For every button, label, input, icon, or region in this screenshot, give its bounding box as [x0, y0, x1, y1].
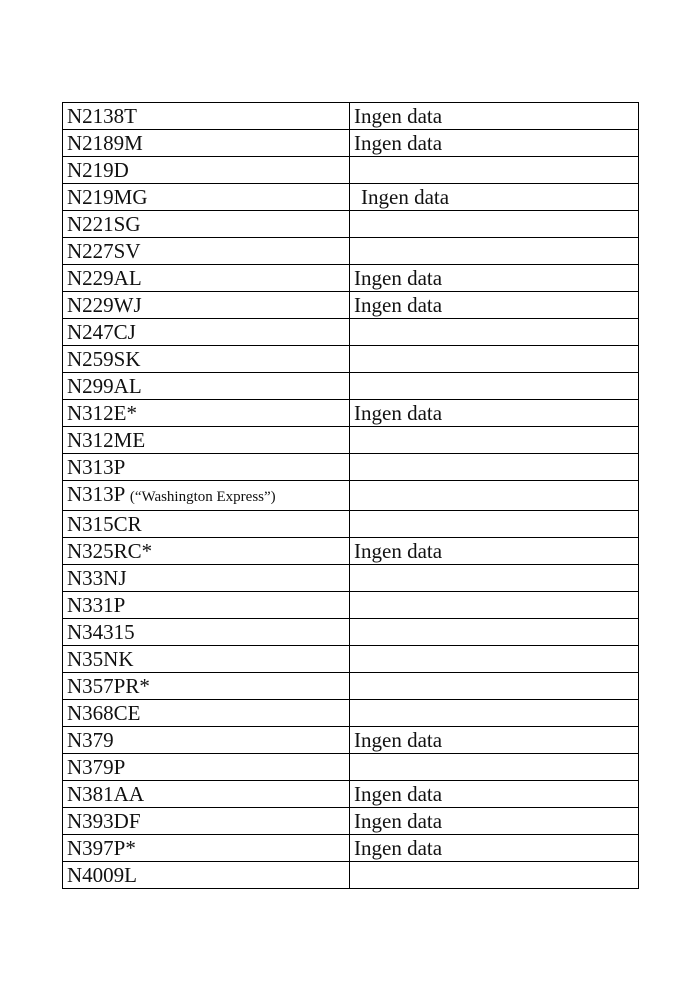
table-row [63, 454, 639, 481]
registration-cell [63, 538, 350, 565]
table-row [63, 565, 639, 592]
status-text: Ingen data [354, 539, 443, 563]
registration-cell [63, 211, 350, 238]
registration-table [62, 102, 639, 889]
table-row [63, 592, 639, 619]
registration-cell [63, 727, 350, 754]
registration-number: N259SK [67, 347, 141, 371]
registration-number: N368CE [67, 701, 141, 725]
registration-cell [63, 835, 350, 862]
registration-cell [63, 673, 350, 700]
registration-number: N331P [67, 593, 126, 617]
table-row [63, 835, 639, 862]
status-cell [350, 400, 639, 427]
registration-cell [63, 265, 350, 292]
status-cell [350, 646, 639, 673]
registration-number: N381AA [67, 782, 144, 806]
registration-number: N313P [67, 455, 126, 479]
status-cell [350, 754, 639, 781]
registration-cell [63, 346, 350, 373]
table-row [63, 157, 639, 184]
registration-cell [63, 319, 350, 346]
table-row [63, 538, 639, 565]
registration-cell [63, 400, 350, 427]
table-row [63, 373, 639, 400]
registration-cell [63, 454, 350, 481]
registration-number: N325RC* [67, 539, 153, 563]
table-row [63, 808, 639, 835]
registration-cell [63, 754, 350, 781]
status-cell [350, 862, 639, 889]
registration-number: N219MG [67, 185, 148, 209]
registration-number: N229WJ [67, 293, 142, 317]
status-cell [350, 538, 639, 565]
status-text: Ingen data [354, 104, 443, 128]
registration-number: N34315 [67, 620, 135, 644]
registration-number: N315CR [67, 512, 142, 536]
table-row [63, 427, 639, 454]
status-cell [350, 481, 639, 511]
table-row [63, 130, 639, 157]
table-row [63, 211, 639, 238]
status-text: Ingen data [354, 728, 443, 752]
status-text: Ingen data [354, 131, 443, 155]
registration-number: N313P [67, 482, 125, 506]
registration-cell [63, 700, 350, 727]
registration-cell [63, 238, 350, 265]
registration-number: N397P* [67, 836, 136, 860]
status-text: Ingen data [354, 266, 443, 290]
status-text: Ingen data [354, 293, 443, 317]
status-cell [350, 184, 639, 211]
table-row [63, 265, 639, 292]
table-row [63, 646, 639, 673]
registration-cell [63, 646, 350, 673]
registration-cell [63, 373, 350, 400]
registration-number: N357PR* [67, 674, 150, 698]
registration-cell [63, 130, 350, 157]
registration-cell [63, 862, 350, 889]
table-row [63, 673, 639, 700]
registration-number: N2138T [67, 104, 137, 128]
status-cell [350, 673, 639, 700]
table-row [63, 184, 639, 211]
registration-number: N312ME [67, 428, 146, 452]
registration-number: N312E* [67, 401, 137, 425]
table-row [63, 700, 639, 727]
registration-note: (“Washington Express”) [129, 489, 276, 505]
status-text: Ingen data [354, 401, 443, 425]
registration-number: N227SV [67, 239, 141, 263]
status-cell [350, 781, 639, 808]
status-cell [350, 265, 639, 292]
status-cell [350, 454, 639, 481]
status-cell [350, 808, 639, 835]
table-row [63, 238, 639, 265]
registration-cell [63, 592, 350, 619]
registration-number: N379P [67, 755, 126, 779]
registration-cell [63, 427, 350, 454]
status-cell [350, 592, 639, 619]
table-row [63, 319, 639, 346]
status-text: Ingen data [354, 836, 443, 860]
status-cell [350, 157, 639, 184]
status-cell [350, 103, 639, 130]
table-row [63, 862, 639, 889]
status-cell [350, 346, 639, 373]
registration-number: N35NK [67, 647, 134, 671]
status-cell [350, 292, 639, 319]
status-cell [350, 835, 639, 862]
status-cell [350, 619, 639, 646]
table-row [63, 292, 639, 319]
status-cell [350, 130, 639, 157]
table-row [63, 346, 639, 373]
registration-cell [63, 619, 350, 646]
registration-number: N299AL [67, 374, 142, 398]
status-cell [350, 511, 639, 538]
status-cell [350, 700, 639, 727]
registration-number: N379 [67, 728, 114, 752]
registration-number: N229AL [67, 266, 142, 290]
table-row [63, 400, 639, 427]
status-cell [350, 373, 639, 400]
registration-cell [63, 511, 350, 538]
registration-table-body [63, 103, 639, 889]
registration-number: N247CJ [67, 320, 136, 344]
status-cell [350, 565, 639, 592]
registration-cell [63, 103, 350, 130]
registration-number: N33NJ [67, 566, 127, 590]
registration-cell [63, 292, 350, 319]
status-cell [350, 319, 639, 346]
status-cell [350, 727, 639, 754]
table-row [63, 727, 639, 754]
registration-cell [63, 781, 350, 808]
registration-number: N221SG [67, 212, 141, 236]
registration-cell [63, 184, 350, 211]
registration-cell [63, 157, 350, 184]
status-cell [350, 427, 639, 454]
status-text: Ingen data [354, 782, 443, 806]
table-row [63, 781, 639, 808]
registration-cell [63, 565, 350, 592]
table-row [63, 619, 639, 646]
registration-cell [63, 808, 350, 835]
registration-number: N219D [67, 158, 129, 182]
table-row [63, 511, 639, 538]
table-row [63, 754, 639, 781]
status-cell [350, 211, 639, 238]
status-text: Ingen data [354, 809, 443, 833]
registration-number: N2189M [67, 131, 143, 155]
registration-number: N393DF [67, 809, 141, 833]
registration-number: N4009L [67, 863, 137, 887]
status-text: Ingen data [361, 185, 450, 209]
table-row [63, 103, 639, 130]
status-cell [350, 238, 639, 265]
table-row [63, 481, 639, 511]
registration-cell [63, 481, 350, 511]
